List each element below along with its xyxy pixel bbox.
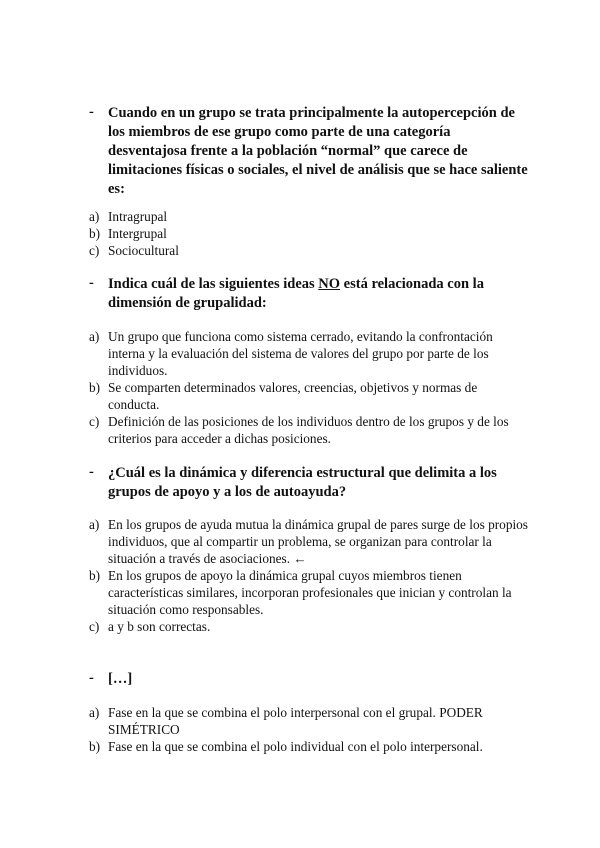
question-2-text-after: está relacionada con la dimensión de grupalidad: (108, 276, 484, 311)
option-text: Un grupo que funciona como sistema cerrado, evitando la confrontación interna y la evaluación del sistema de valores del grupo por parte de los individuos. (108, 329, 493, 378)
option-label: c) (89, 619, 100, 634)
option-text: Definición de las posiciones de los individuos dentro de los grupos y de los criterios para acceder a dichas posiciones. (108, 414, 509, 446)
question-2-text (108, 275, 529, 313)
option-label: c) (89, 243, 100, 258)
question-2 (89, 275, 529, 313)
option-label: b) (89, 380, 101, 395)
question-4-option-a (89, 704, 529, 738)
option-label: b) (89, 739, 101, 754)
question-4-dash: - (89, 670, 94, 686)
question-3-text: ¿Cuál es la dinámica y diferencia estructural que delimita a los grupos de apoyo y a los de autoayuda? (108, 465, 497, 500)
question-3-option-b (89, 567, 529, 618)
question-2-dash: - (89, 275, 94, 291)
question-2-option-b (89, 379, 529, 413)
option-text: En los grupos de ayuda mutua la dinámica grupal de pares surge de los propios individuos, que al compartir un problema, se organizan para controlar la situación a través de asociaciones. ← (108, 517, 528, 566)
question-3-options (89, 516, 529, 635)
option-text: Sociocultural (108, 243, 179, 258)
question-1-option-b (89, 225, 529, 242)
option-label: b) (89, 226, 101, 241)
question-2-option-a (89, 328, 529, 379)
question-2-text-before: Indica cuál de las siguientes ideas (108, 276, 319, 292)
question-1-option-a (89, 208, 529, 225)
option-text: Fase en la que se combina el polo individual con el polo interpersonal. (108, 739, 483, 754)
question-2-options (89, 328, 529, 447)
question-2-text-underlined: NO (318, 276, 341, 292)
option-text: Intragrupal (108, 209, 168, 224)
question-3 (89, 464, 529, 502)
question-1 (89, 104, 529, 199)
option-text: En los grupos de apoyo la dinámica grupal cuyos miembros tienen características similares, incorporan profesionales que inician y controlan la situación como responsables. (108, 568, 512, 617)
option-label: a) (89, 209, 100, 224)
option-label: c) (89, 414, 100, 429)
option-text: Intergrupal (108, 226, 167, 241)
question-1-options (89, 208, 529, 259)
question-4-option-b (89, 738, 529, 755)
question-4 (89, 670, 529, 689)
option-label: a) (89, 517, 100, 532)
question-3-option-c (89, 618, 529, 635)
question-1-text: Cuando en un grupo se trata principalmente la autopercepción de los miembros de ese grupo como parte de una categoría desventajosa frente a la población “normal” que carece de limitaciones físicas o sociales, el nivel de análisis que se hace saliente es: (108, 105, 528, 197)
question-4-options (89, 704, 529, 755)
question-3-dash: - (89, 464, 94, 480)
question-1-option-c (89, 242, 529, 259)
option-text: Se comparten determinados valores, creencias, objetivos y normas de conducta. (108, 380, 478, 412)
question-3-option-a (89, 516, 529, 567)
option-label: a) (89, 705, 100, 720)
option-label: b) (89, 568, 101, 583)
option-text: Fase en la que se combina el polo interpersonal con el grupal. PODER SIMÉTRICO (108, 705, 483, 737)
question-2-option-c (89, 413, 529, 447)
option-text: a y b son correctas. (108, 619, 211, 634)
question-1-dash: - (89, 104, 94, 120)
question-4-text: […] (108, 671, 133, 687)
option-label: a) (89, 329, 100, 344)
